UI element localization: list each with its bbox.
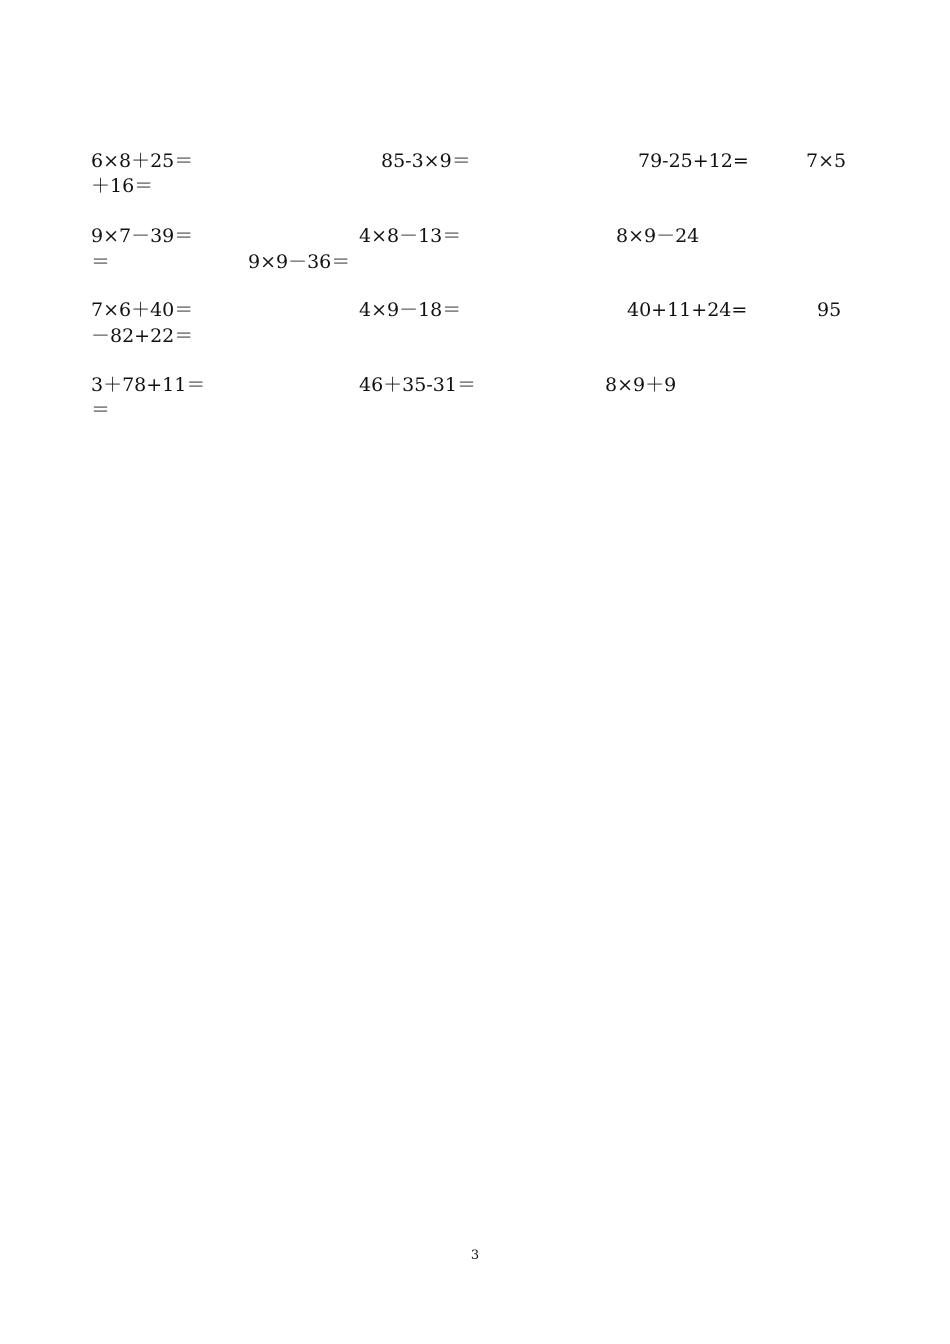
- problem-2-3: 8×9－24: [616, 225, 700, 247]
- problem-2-2: 4×8－13＝: [359, 225, 462, 247]
- problem-4-2: 46＋35-31＝: [359, 374, 476, 396]
- problem-1-3: 79-25+12=: [638, 150, 749, 172]
- problem-2-3-continuation: ＝: [91, 251, 111, 273]
- problem-3-3: 40+11+24=: [627, 299, 748, 321]
- problem-2-1: 9×7－39＝: [91, 225, 194, 247]
- problem-4-1: 3＋78+11＝: [91, 374, 206, 396]
- problem-2-4: 9×9－36＝: [248, 251, 351, 273]
- problem-3-4-continuation: －82+22＝: [91, 325, 194, 347]
- problem-1-4: 7×5: [806, 150, 847, 172]
- problem-1-2: 85-3×9＝: [381, 150, 471, 172]
- problem-3-2: 4×9－18＝: [359, 299, 462, 321]
- problem-4-3-continuation: ＝: [91, 399, 111, 421]
- problem-4-3: 8×9＋9: [605, 374, 677, 396]
- problem-3-4: 95: [817, 299, 842, 321]
- page-number: 3: [470, 1248, 480, 1263]
- problem-3-1: 7×6＋40＝: [91, 299, 194, 321]
- problem-1-4-continuation: ＋16＝: [91, 175, 154, 197]
- problem-1-1: 6×8＋25＝: [91, 150, 194, 172]
